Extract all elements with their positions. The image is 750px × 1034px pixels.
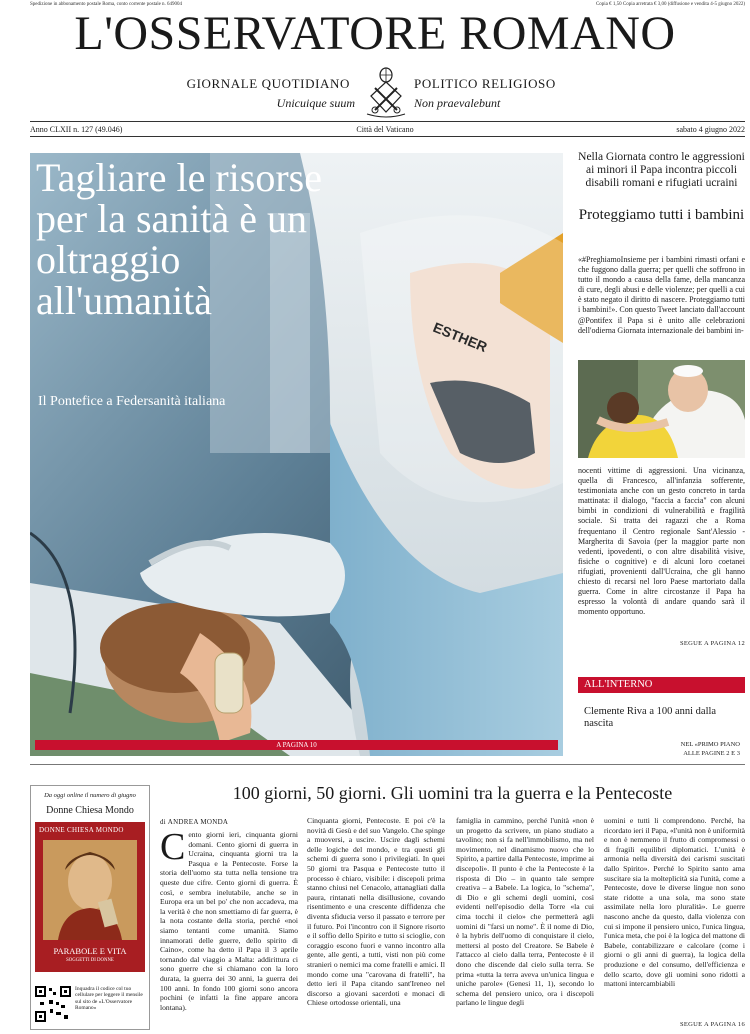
motto-left: Unicuique suum — [276, 96, 355, 110]
postal-note: Spedizione in abbonamento postale Roma, conto corrente postale n. 649004 — [30, 2, 183, 7]
top-rule — [30, 121, 745, 122]
magazine-promo-box[interactable] — [30, 785, 150, 1030]
inside-headline[interactable]: Clemente Riva a 100 anni dalla nascita — [584, 706, 717, 729]
first-page-line1: NEL «PRIMO PIANO — [680, 741, 740, 748]
pope-with-child-illustration — [578, 360, 745, 458]
sidebar-title: Proteggiamo tutti i bambini — [578, 207, 745, 223]
promo-line: Da oggi online il numero di giugno — [44, 792, 136, 799]
qr-caption: Inquadra il codice col tuo cellulare per leggere il mensile sul sito de «L'Osservatore Romano» — [75, 986, 143, 1012]
dropcap: C — [160, 830, 186, 868]
papal-emblem-icon — [363, 66, 409, 118]
pope-photo — [578, 360, 745, 458]
inside-section-label: ALL'INTERNO — [578, 677, 745, 693]
sidebar-continue-link[interactable]: SEGUE A PAGINA 12 — [680, 640, 745, 647]
article-column-2: Cinquanta giorni, Pentecoste. E poi c'è la novità di Gesù e del suo Vangelo. Che spinge a muoversi, a uscire. Uscire dagli schemi delle logiche del mondo, e tra questi gli schemi di guerra sono i privilegiati. In quei 50 giorni tra Pasqua e Pentecoste tutto il processo è chiaro, visibile: i discepoli prima stanno chiusi nel Cenacolo, attanagliati dalla paura, rintanati nella disillusione, covando risentimento e una crescente diffidenza che diventa sfiducia verso il passato e terrore per il futuro. Poi l'incontro con il Signore risorto e il soffio dello Spirito e tutto si scioglie, con coraggio escono fuori e vanno incontro alla gente, alle genti, a tutti, visti non più come stranieri o nemici ma come fratelli e amici. Il mondo come una "carovana di fratelli", ha detto ieri il Papa citando sant'Ireneo nel discorso a giovani sacerdoti e monaci di Chiese ortodosse orientali, una — [307, 816, 445, 1008]
date: sabato 4 giugno 2022 — [676, 125, 745, 134]
article-column-4: uomini e tutti li comprendono. Perché, ha ricordato ieri il Papa, «l'unità non è uniformità e non è nemmeno il frutto di compromessi o di fragili equilibri diplomatici. L'unità è armonia nella diversità dei carismi suscitati dallo Spirito». Perché lo Spirito santo ama suscitare sia la molteplicità sia l'unità, come a Pentecoste, dove le diverse lingue non sono state ridotte a una sola, ma sono state assimilate nella loro pluralità». Le guerre nascono anche da questo, dalla violenza con cui si impone il pensiero unico, l'unica lingua, l'unica meta, che poi è la logica del mattone di Babele, contabilizzare e calcolare (come i giorni o gli anni di guerra), la logica della produzione e del consumo, dell'efficienza e dello scarto, dove gli uomini sono ridotti a mattoni intercambiabili — [604, 816, 745, 989]
lead-subhead: Il Pontefice a Federsanità italiana — [38, 394, 226, 409]
suit-label: ESTHER — [430, 318, 490, 356]
magazine-name: Donne Chiesa Mondo — [46, 805, 134, 816]
sidebar-body-2: nocenti vittime di aggressioni. Una vicinanza, quella di Francesco, all'infanzia sofferente, testimoniata anche con un gesto concreto in tarda mattinata: il dialogo, "faccia a faccia" con alcuni bimbi in condizioni di vulnerabilità e fragilità sociale. Si tratta dei ragazzi che a Roma frequentano il Centro regionale Sant'Alessio - Margherita di Savoia (per la maggior parte non vedenti, ipovedenti, o con altre disabilità visive, fisiche o cognitive) e di alcuni loro coetanei rifugiati, provenienti dall'Ucraina, che gli hanno chiesto di recarsi nel loro Paese martoriato dalla guerra. Come in altre circostanze il Papa ha espresso la volontà di andare quando sarà il momento opportuno. — [578, 466, 745, 617]
article-byline: di ANDREA MONDA — [160, 818, 229, 826]
cover-bottom: PARABOLE E VITA — [53, 946, 127, 956]
dateline-rule — [30, 136, 745, 137]
fresco-portrait-illustration — [43, 840, 137, 940]
page-reference-bar[interactable]: A PAGINA 10 — [35, 740, 558, 750]
lead-headline: Tagliare le risorse per la sanità è un oltraggio all'umanità — [36, 155, 322, 323]
subtitle-left: GIORNALE QUOTIDIANO — [186, 76, 350, 91]
masthead: L'OSSERVATORE ROMANO — [74, 7, 676, 60]
issue-number: Anno CLXII n. 127 (49.046) — [30, 125, 123, 134]
subtitle-right: POLITICO RELIGIOSO — [414, 76, 556, 91]
article-column-3: famiglia in cammino, perché l'unità «non è un progetto da scrivere, un piano studiato a tavolino; non si fa nell'immobilismo, ma nel movimento, nel dinamismo nuovo che lo Spirito, a partire dalla Pentecoste, imprime ai discepoli». Il punto è che la Pentecoste è la risposta di Dio – in quanto tale sempre creativa – a Babele. La logica, lo "schema", di Dio e gli schemi degli uomini, così evidenti nell'episodio della Torre «la cui cima tocchi il cielo» che permetterà agli uomini di "farsi un nome". È il nome di Dio, è la hybris dell'uomo di conquistare il cielo, mettersi al posto del Creatore. Se Babele è l'attacco al cielo dalla terra, Pentecoste è il dono che discende dal cielo sulla terra. Se prima «tutta la terra aveva un'unica lingua e uniche parole» (Genesi 11, 1), secondo lo schema del pensiero unico, ora i discepoli parlano le lingue degli — [456, 816, 594, 1008]
article-continue-link[interactable]: SEGUE A PAGINA 16 — [680, 1021, 745, 1028]
cover-title: DONNE CHIESA MONDO — [39, 826, 124, 834]
cover-sub: SOGGETTI DI DONNE — [66, 958, 114, 963]
article-title: 100 giorni, 50 giorni. Gli uomini tra la guerra e la Pentecoste — [232, 783, 673, 803]
magazine-cover — [35, 822, 145, 972]
section-rule — [30, 764, 745, 765]
first-page-reference[interactable] — [578, 740, 740, 758]
motto-right: Non praevalebunt — [414, 96, 501, 110]
sidebar-body-1: «#PreghiamoInsieme per i bambini rimasti orfani e che fuggono dalla guerra; per quelli che soffrono in tutto il mondo a causa della fame, della mancanza di cure, degli abusi e delle violenze; per quelli a cui è stato negato il diritto di nascere. Proteggiamo tutti i bambini!». Con questo Tweet lanciato dall'account @Pontifex il Papa si è unito alle celebrazioni dell'odierna Giornata internazionale dei bambini in- — [578, 255, 745, 335]
price-note: Copia € 1,50 Copia arretrata € 3,00 (diffusione e vendita 4-5 giugno 2022) — [595, 2, 745, 7]
first-page-line2: ALLE PAGINE 2 E 3 — [683, 750, 740, 757]
qr-code-icon[interactable] — [34, 985, 72, 1023]
place: Città del Vaticano — [356, 125, 414, 134]
article-col1-text: ento giorni ieri, cinquanta giorni domani. Cento giorni di guerra in Ucraina, cinquanta giorni tra la Pasqua e la Pentecoste. Forse la storia dell'uomo sta tutta nella tensione tra queste due cifre. Cento giorni di guerra. È così, e sembra inelutabile, anche se in Europa era un bel po' che non accadeva, ma la verità è che non smettiamo di far guerra, è la nota costante della storia, perché «noi siamo tentanti come umanità. Siamo innamorati delle guerre, dello spirito di Caino», come ha detto il Papa il 3 aprile tornando dal viaggio a Malta: addirittura ci sono guerre che si chiamano con la loro durata, la guerra dei 30 anni, la guerra dei 100 anni. In fondo 100 giorni sono ancora pochini (e infatti la fine appare ancora lontana). — [160, 830, 298, 1012]
sidebar-kicker: Nella Giornata contro le aggressioni ai minori il Papa incontra piccoli disabili romani e rifugiati ucraini — [578, 151, 745, 189]
article-column-1 — [160, 830, 298, 1030]
